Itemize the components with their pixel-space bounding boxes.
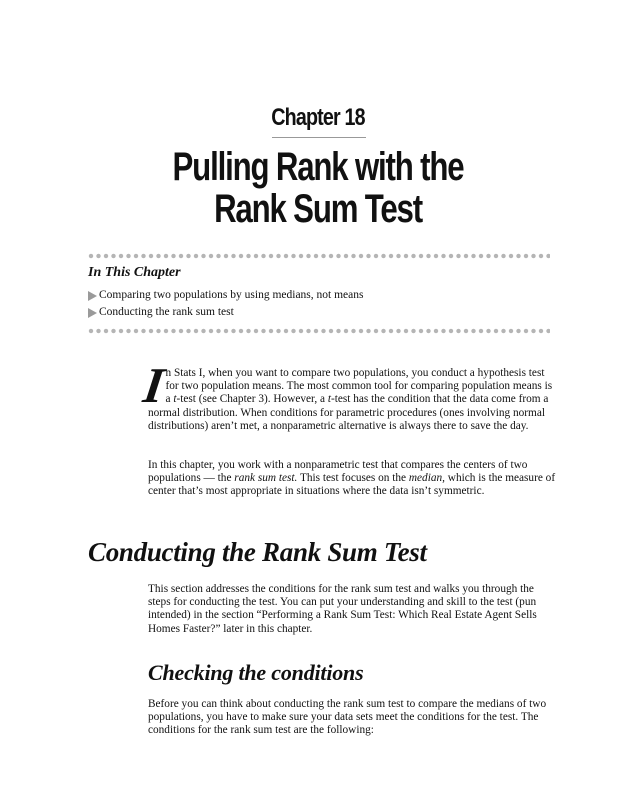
text-run: -test (see Chapter 3). However, a — [176, 393, 328, 406]
intro-paragraph-1 — [140, 357, 558, 433]
chapter-title-line1: Pulling Rank with the — [172, 145, 464, 189]
chapter-rule — [272, 137, 366, 138]
list-item-text: Conducting the rank sum test — [99, 306, 234, 318]
text-run: n Stats I, when you want to compare two populations, you conduct a hypothesis test for two population means. The most common tool for comparing population means is a — [165, 367, 553, 406]
list-item — [88, 304, 363, 321]
text-run: This test focuses on the — [297, 472, 409, 485]
drop-cap: I — [140, 357, 168, 413]
triangle-bullet-icon — [88, 308, 97, 318]
italic-run: t — [173, 393, 177, 406]
text-run: In this chapter, you work with a nonparametric test that compares the centers of two populations — the — [148, 459, 528, 485]
chapter-title — [70, 146, 566, 230]
chapter-topics-list — [88, 287, 363, 321]
italic-run: rank sum test. — [234, 472, 298, 485]
subsection-heading: Checking the conditions — [148, 660, 364, 685]
list-item-text: Comparing two populations by using medians, not means — [99, 289, 364, 301]
italic-run: t — [327, 393, 331, 406]
section-paragraph: This section addresses the conditions for the rank sum test and walks you through the steps for conducting the test. You can put your understanding and skill to the test (pun intended) in the section “Performing a Rank Sum Test: Which Real Estate Agent Sells Homes Faster?” later in this chapter. — [148, 583, 537, 635]
dotted-divider-bottom — [88, 328, 550, 334]
intro-paragraph-2 — [148, 459, 558, 499]
in-this-chapter-heading: In This Chapter — [88, 265, 181, 280]
text-run: which is the measure of center that’s most appropriate in situations where the data isn’t symmetric. — [148, 472, 556, 498]
list-item — [88, 287, 363, 304]
chapter-label: Chapter 18 — [271, 104, 365, 131]
italic-run: median, — [408, 472, 445, 485]
section-heading: Conducting the Rank Sum Test — [88, 537, 427, 567]
text-run: -test has the condition that the data come from a normal distribution. When conditions for parametric procedures (ones involving normal distributions) aren’t met, a nonparametric alternative is always there to save the day. — [148, 393, 549, 432]
chapter-title-line2: Rank Sum Test — [214, 187, 422, 231]
dotted-divider-top — [88, 253, 550, 259]
conditions-paragraph: Before you can think about conducting the rank sum test to compare the medians of two populations, you have to make sure your data sets meet the conditions for the test. The conditions for the rank sum test are the following: — [148, 698, 547, 737]
triangle-bullet-icon — [88, 291, 97, 301]
